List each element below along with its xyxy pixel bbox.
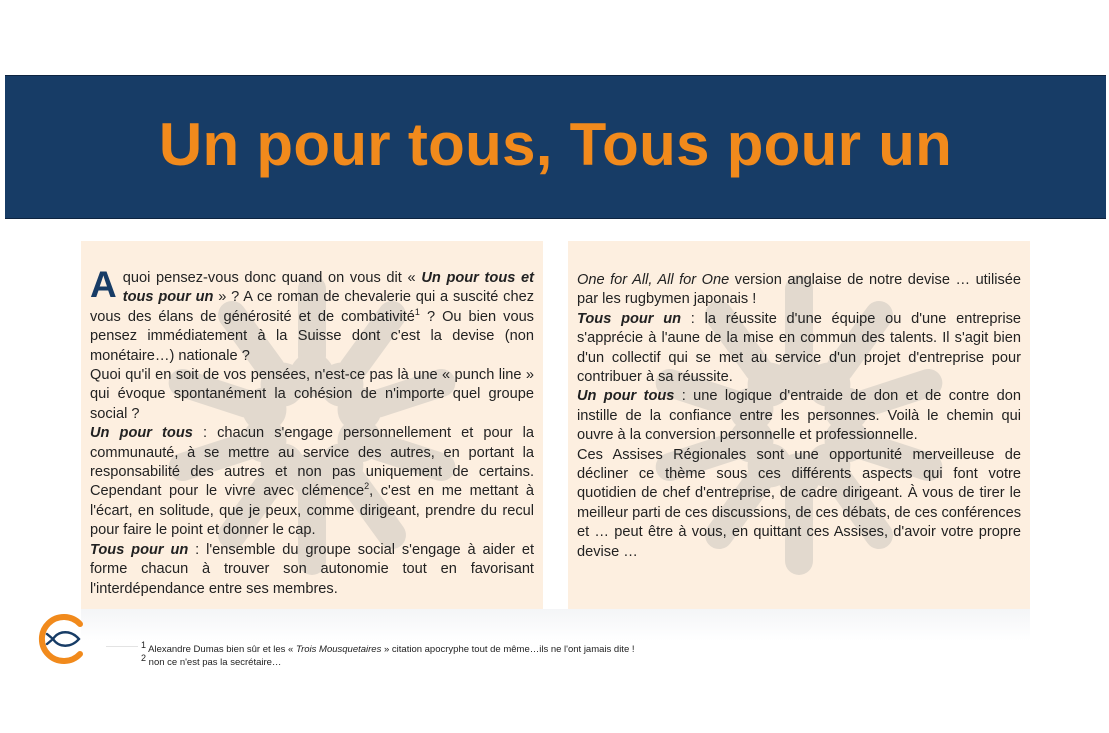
left-column-text: [81, 241, 543, 599]
punchline-paragraph: Quoi qu'il en soit de vos pensées, n'est-ce pas là une « punch line » qui évoque spontanément la cohésion de n'importe quel groupe social ?: [90, 367, 534, 422]
un-pour-tous-paragraph: Un pour tous : une logique d'entraide de don et de contre don instille de la confiance entre les personnes. Voilà le chemin qui ouvre à la conversion personnelle et professionnelle.: [577, 388, 1021, 444]
footnote-ref-1: 1: [414, 306, 420, 317]
footer-band: [81, 609, 1030, 641]
right-column: [568, 241, 1030, 609]
page-title: Un pour tous, Tous pour un: [158, 110, 953, 178]
footnote-1: $^1$ Alexandre Dumas bien sûr et les « Trois Mousquetaires » citation apocryphe tout de même…ils ne l'ont jamais dite !: [141, 639, 635, 655]
drop-cap: A: [90, 264, 117, 305]
tous-pour-un-paragraph: Tous pour un : l'ensemble du groupe social s'engage à aider et forme chacun à trouver son autonomie tout en favorisant l'interdépendance entre ses membres.: [90, 541, 534, 597]
footnote-2: $^2$ non ce n'est pas la secrétaire…: [141, 652, 282, 668]
assises-paragraph: Ces Assises Régionales sont une opportunité merveilleuse de décliner ce thème sous ces différents aspects qui font votre quotidien de chef d'entreprise, de cadre dirigeant. À vous de tirer le meilleur parti de ces discussions, de ces débats, de ces conférences et … peut être à vous, en quittant ces Assises, d'avoir votre propre devise …: [577, 446, 1021, 560]
footnote-ref-2: 2: [364, 481, 370, 492]
intro-paragraph: A quoi pensez-vous donc quand on vous dit « Un pour tous et tous pour un » ? A ce roman de chevalerie qui a suscité chez vous des élans de générosité et de combativité$^1$ ? Ou bien vous pensez immédiatement à la Suisse dont c'est la devise (non monétaire…) nationale ?: [90, 264, 535, 364]
un-pour-tous-paragraph: Un pour tous : chacun s'engage personnellement et pour la communauté, à se mettre au service des autres, en portant la responsabilité des autres et non pas uniquement de certains. Cependant pour le vivre avec clémence$^2$, c'est en me mettant à l'écart, en solitude, que je peux, comme dirigeant, prendre du recul pour faire le point et donner le cap.: [90, 425, 534, 539]
english-version-paragraph: One for All, All for One version anglaise de notre devise … utilisée par les rugbymen japonais !: [577, 272, 1021, 308]
footnotes: [141, 639, 841, 669]
fish-logo-icon: [36, 611, 88, 667]
title-banner: [5, 75, 1106, 219]
right-column-text: [568, 241, 1030, 562]
left-column: [81, 241, 543, 609]
tous-pour-un-paragraph: Tous pour un : la réussite d'une équipe ou d'une entreprise s'apprécie à l'aune de la mise en commun des talents. Il s'agit bien d'un collectif qui se met au service d'un projet d'entreprise pour contribuer à sa réussite.: [577, 310, 1021, 386]
footnote-divider: [106, 646, 138, 647]
